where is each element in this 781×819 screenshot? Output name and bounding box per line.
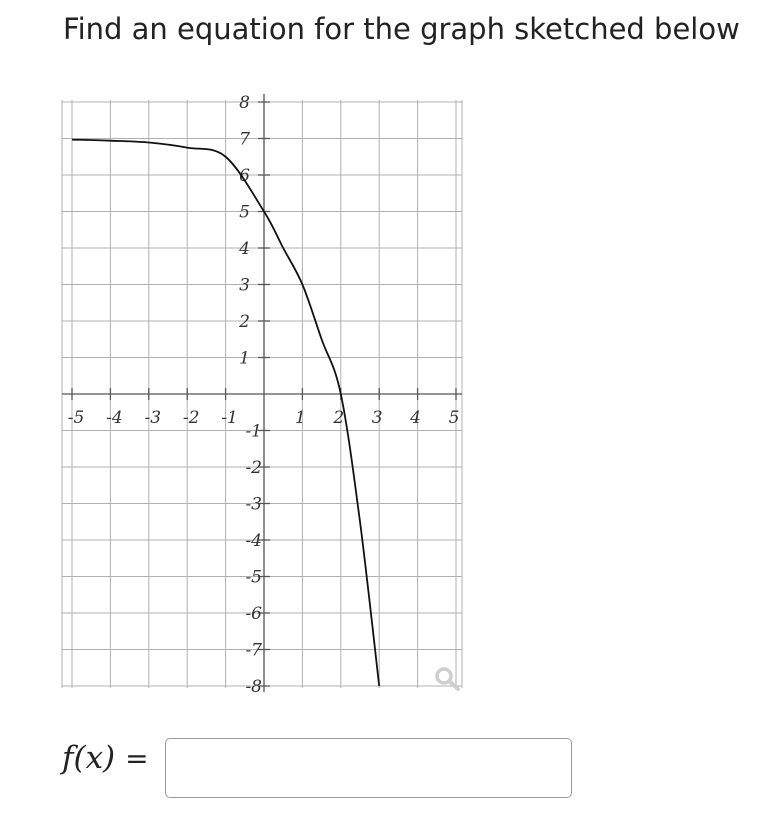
- y-tick-label: 5: [239, 202, 250, 223]
- y-tick-label: -2: [245, 458, 262, 478]
- x-tick-label: 2: [333, 408, 345, 428]
- y-tick-label: -3: [245, 494, 262, 515]
- equals-sign: =: [125, 741, 149, 775]
- y-tick-label: -1: [245, 421, 262, 442]
- y-tick-label: 1: [239, 348, 250, 369]
- x-tick-label: 5: [448, 408, 460, 428]
- x-tick-label: -5: [67, 408, 85, 428]
- y-tick-label: 3: [239, 275, 250, 296]
- y-tick-label: 8: [239, 93, 250, 113]
- answer-row: [62, 740, 159, 776]
- y-tick-label: 6: [239, 166, 250, 186]
- answer-input[interactable]: [165, 738, 572, 798]
- y-tick-label: -7: [245, 640, 262, 661]
- x-tick-label: 3: [371, 408, 383, 428]
- axes: [62, 94, 462, 692]
- x-tick-label: 4: [410, 408, 422, 428]
- y-tick-label: -5: [245, 567, 262, 588]
- x-tick-label: -2: [182, 408, 200, 428]
- x-tick-label: -3: [144, 408, 162, 428]
- y-tick-label: 2: [239, 312, 250, 332]
- x-tick-label: -4: [106, 408, 123, 428]
- y-tick-label: -6: [245, 604, 262, 624]
- question-prompt: Find an equation for the graph sketched below: [63, 12, 740, 46]
- y-tick-label: 7: [239, 129, 250, 150]
- x-tick-label: 1: [294, 408, 306, 428]
- y-tick-label: -4: [245, 531, 262, 551]
- y-tick-label: -8: [245, 677, 262, 697]
- y-tick-label: 4: [239, 239, 250, 259]
- x-tick-label: -1: [221, 408, 238, 428]
- function-label: f(x): [62, 740, 116, 776]
- magnifier-icon[interactable]: [430, 664, 466, 694]
